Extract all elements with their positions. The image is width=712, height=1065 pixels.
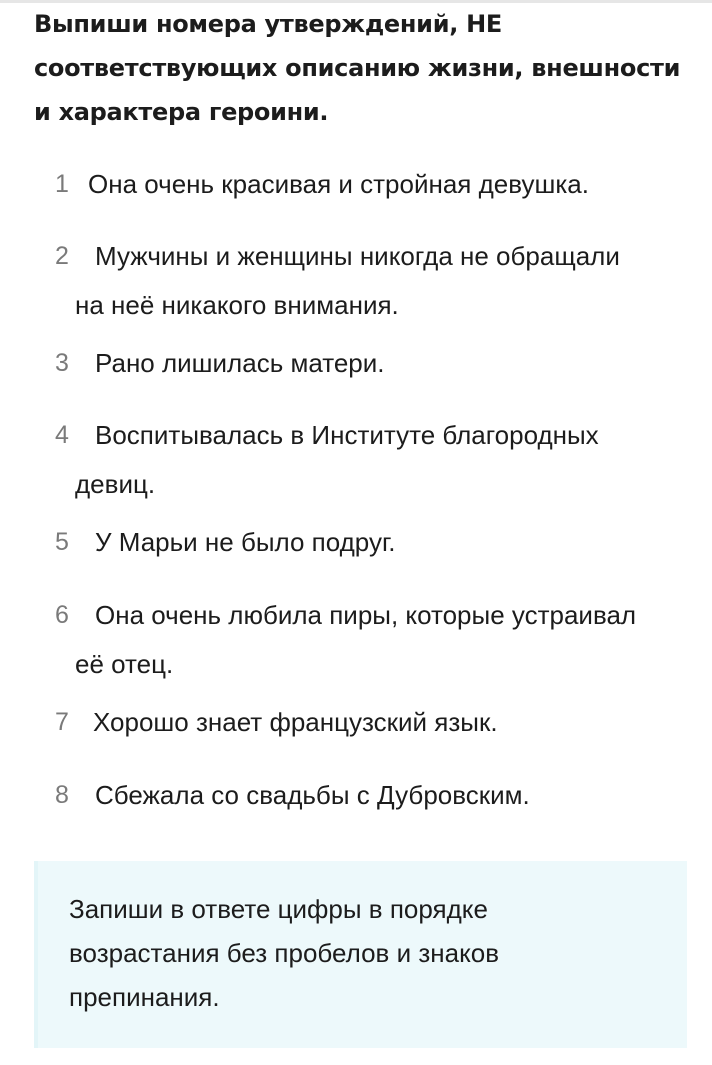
statement-text: [75, 411, 695, 509]
statement-number: 6: [55, 601, 69, 629]
instruction-line: возрастания без пробелов и знаков: [69, 938, 500, 968]
statement-number: 4: [55, 421, 69, 449]
instruction-text: [69, 887, 669, 1019]
statement-line: Хорошо знает французский язык.: [93, 707, 498, 737]
statement-line: Она очень любила пиры, которые устраивал: [95, 600, 637, 630]
statement-line-continued: девиц.: [75, 469, 156, 499]
statement-number: 7: [55, 708, 69, 736]
statement-number: 1: [55, 170, 69, 198]
statement-number: 2: [55, 242, 69, 270]
statement-line-continued: на неё никакого внимания.: [75, 290, 399, 320]
statement-line: Мужчины и женщины никогда не обращали: [95, 241, 620, 271]
statement-line: У Марьи не было подруг.: [95, 527, 396, 557]
statement-line: Воспитывалась в Институте благородных: [95, 420, 599, 450]
statement-text: [95, 771, 695, 820]
statement-line: Сбежала со свадьбы с Дубровским.: [95, 780, 530, 810]
instruction-line: Запиши в ответе цифры в порядке: [69, 894, 488, 924]
instruction-line: препинания.: [69, 982, 220, 1012]
statement-text: [93, 698, 693, 747]
statement-line-continued: её отец.: [75, 649, 174, 679]
statement-line: Она очень красивая и стройная девушка.: [88, 169, 589, 199]
statement-text: [75, 232, 695, 330]
statement-text: [95, 518, 695, 567]
statement-number: 8: [55, 781, 69, 809]
instruction-note: [34, 861, 687, 1048]
statement-line: Рано лишилась матери.: [95, 348, 385, 378]
question-text: Выпиши номера утверждений, НЕ соответствующих описанию жизни, внешности и характера героини.: [34, 10, 681, 126]
statement-text: [88, 160, 688, 209]
statement-number: 3: [55, 349, 69, 377]
statement-number: 5: [55, 528, 69, 556]
statement-text: [95, 339, 695, 388]
statement-text: [75, 591, 695, 689]
